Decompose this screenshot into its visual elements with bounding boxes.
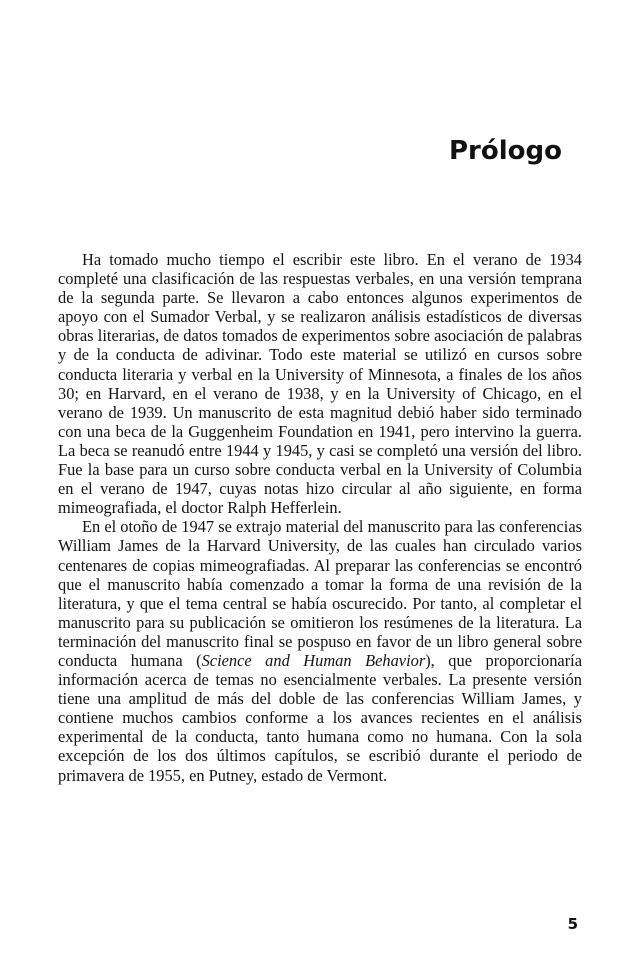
book-title-italic: Science and Human Behavior	[201, 650, 426, 670]
prologue-body	[58, 250, 582, 785]
paragraph-1: Ha tomado mucho tiempo el escribir este libro. En el verano de 1934 completé una clasificación de las respuestas verbales, en una versión temprana de la segunda parte. Se llevaron a cabo entonces algunos experimentos de apoyo con el Sumador Verbal, y se realizaron análisis estadísticos de diversas obras literarias, de datos tomados de experimentos sobre asociación de palabras y de la conducta de adivinar. Todo este material se utilizó en cursos sobre conducta literaria y verbal en la University of Minnesota, a finales de los años 30; en Harvard, en el verano de 1938, y en la University of Chicago, en el verano de 1939. Un manuscrito de esta magnitud debió haber sido terminado con una beca de la Guggenheim Foundation en 1941, pero intervino la guerra. La beca se reanudó entre 1944 y 1945, y casi se completó una versión del libro. Fue la base para un curso sobre conducta verbal en la University of Columbia en el verano de 1947, cuyas notas hizo circular al año siguiente, en forma mimeografiada, el doctor Ralph Hefferlein.	[58, 250, 582, 518]
paragraph-2	[58, 517, 582, 784]
paragraph-2-text-a: En el otoño de 1947 se extrajo material del manuscrito para las conferencias William James de la Harvard University, de las cuales han circulado varios centenares de copias mimeografiadas. Al preparar las conferencias se encontró que el manuscrito había comenzado a tomar la forma de una revisión de la literatura, y que el tema central se había oscurecido. Por tanto, al completar el manuscrito para su publicación se omitieron los resúmenes de la literatura. La terminación del manuscrito final se pospuso en favor de un libro general sobre conducta humana (	[58, 517, 582, 670]
page-number: 5	[567, 915, 578, 933]
paragraph-2-text-b: ), que proporcionaría información acerca de temas no esencialmente verbales. La presente versión tiene una amplitud de más del doble de las conferencias William James, y contiene muchos cambios conforme a los avances recientes en el análisis experimental de la conducta, tanto humana como no humana. Con la sola excepción de los dos últimos capítulos, se escribió durante el periodo de primavera de 1955, en Putney, estado de Vermont.	[58, 650, 582, 785]
chapter-title: Prólogo	[449, 136, 562, 166]
